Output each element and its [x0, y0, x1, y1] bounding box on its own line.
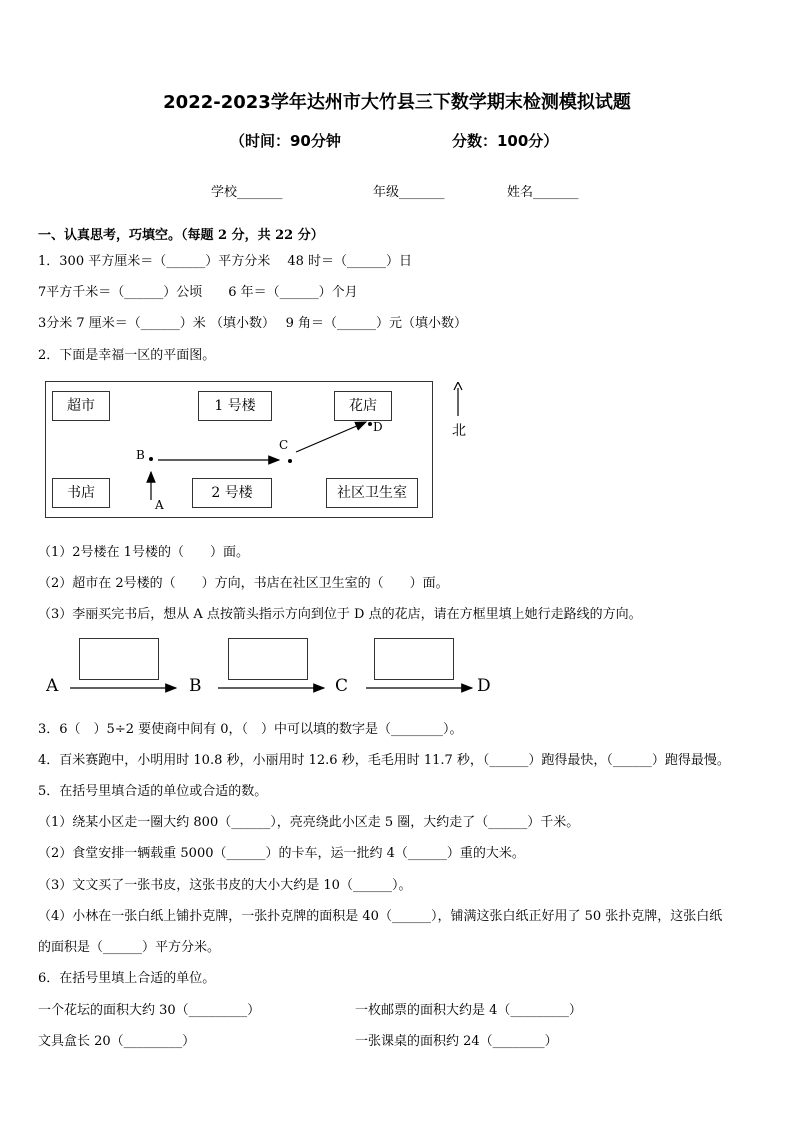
clinic-box: 社区卫生室	[326, 478, 418, 508]
q5-sub4-line1: （4）小林在一张白纸上铺扑克牌，一张扑克牌的面积是 40（______），铺满这张白纸正好用了 50 张扑克牌，这张白纸	[38, 909, 723, 924]
flower-shop-box: 花店	[334, 391, 392, 421]
exam-title: 2022-2023学年达州市大竹县三下数学期末检测模拟试题	[163, 92, 631, 113]
route-arrows	[0, 630, 794, 700]
exam-time: （时间：90分钟	[230, 132, 341, 150]
q5-intro: 5．在括号里填合适的单位或合适的数。	[38, 784, 268, 799]
route-label-b: B	[189, 676, 202, 696]
q6-item-b: 一枚邮票的面积大约是 4（_________）	[355, 1003, 582, 1018]
grade-field: 年级_______	[373, 185, 445, 200]
q5-sub1: （1）绕某小区走一圈大约 800（______），亮亮绕此小区走 5 圈，大约走了（______）千米。	[38, 815, 580, 830]
q2-sub1: （1）2号楼在 1号楼的（ ）面。	[38, 545, 249, 560]
q6-item-a: 一个花坛的面积大约 30（_________）	[38, 1003, 261, 1018]
q2-sub3: （3）李丽买完书后，想从 A 点按箭头指示方向到位于 D 点的花店，请在方框里填上她行走路线的方向。	[38, 607, 642, 622]
bookstore-box: 书店	[52, 478, 110, 508]
point-d-label: D	[373, 420, 383, 434]
q5-sub2: （2）食堂安排一辆载重 5000（______）的卡车，运一批约 4（______）重的大米。	[38, 846, 525, 861]
school-field: 学校_______	[211, 185, 283, 200]
community-map	[45, 381, 433, 518]
route-label-a: A	[46, 676, 59, 696]
name-field: 姓名_______	[507, 185, 579, 200]
map-route-arrows	[46, 382, 434, 519]
q2-intro: 2．下面是幸福一区的平面图。	[38, 348, 216, 363]
north-arrow-icon	[450, 382, 466, 418]
q6-item-d: 一张课桌的面积约 24（________）	[355, 1034, 558, 1049]
route-diagram	[0, 630, 794, 700]
q1-line3: 3分米 7 厘米＝（______）米 （填小数） 9 角＝（______）元（填小数）	[38, 316, 467, 331]
q1-line2: 7平方千米＝（______）公顷 6 年＝（______）个月	[38, 285, 358, 300]
point-c-label: C	[279, 438, 289, 452]
q6-intro: 6．在括号里填上合适的单位。	[38, 971, 216, 986]
north-label: 北	[452, 423, 466, 439]
q1-line1: 1．300 平方厘米＝（______）平方分米 48 时＝（______）日	[38, 254, 413, 269]
point-a-label: A	[155, 498, 164, 512]
section-heading: 一、认真思考，巧填空。（每题 2 分，共 22 分）	[38, 228, 324, 243]
exam-score: 分数：100分）	[452, 132, 559, 150]
supermarket-box: 超市	[52, 391, 110, 421]
point-b-label: B	[136, 448, 145, 462]
q6-item-c: 文具盒长 20（_________）	[38, 1034, 196, 1049]
building1-box: 1 号楼	[198, 391, 272, 421]
q5-sub4-line2: 的面积是（______）平方分米。	[38, 940, 221, 955]
route-label-d: D	[477, 676, 491, 696]
building2-box: 2 号楼	[192, 478, 272, 508]
q5-sub3: （3）文文买了一张书皮，这张书皮的大小大约是 10（______）。	[38, 878, 412, 893]
q2-sub2: （2）超市在 2号楼的（ ）方向，书店在社区卫生室的（ ）面。	[38, 576, 449, 591]
q4: 4．百米赛跑中，小明用时 10.8 秒，小丽用时 12.6 秒，毛毛用时 11.7 秒，（______）跑得最快，（______）跑得最慢。	[38, 753, 730, 768]
route-label-c: C	[335, 676, 349, 696]
q3: 3．6（ ）5÷2 要使商中间有 0，（ ）中可以填的数字是（________）。	[38, 722, 463, 737]
